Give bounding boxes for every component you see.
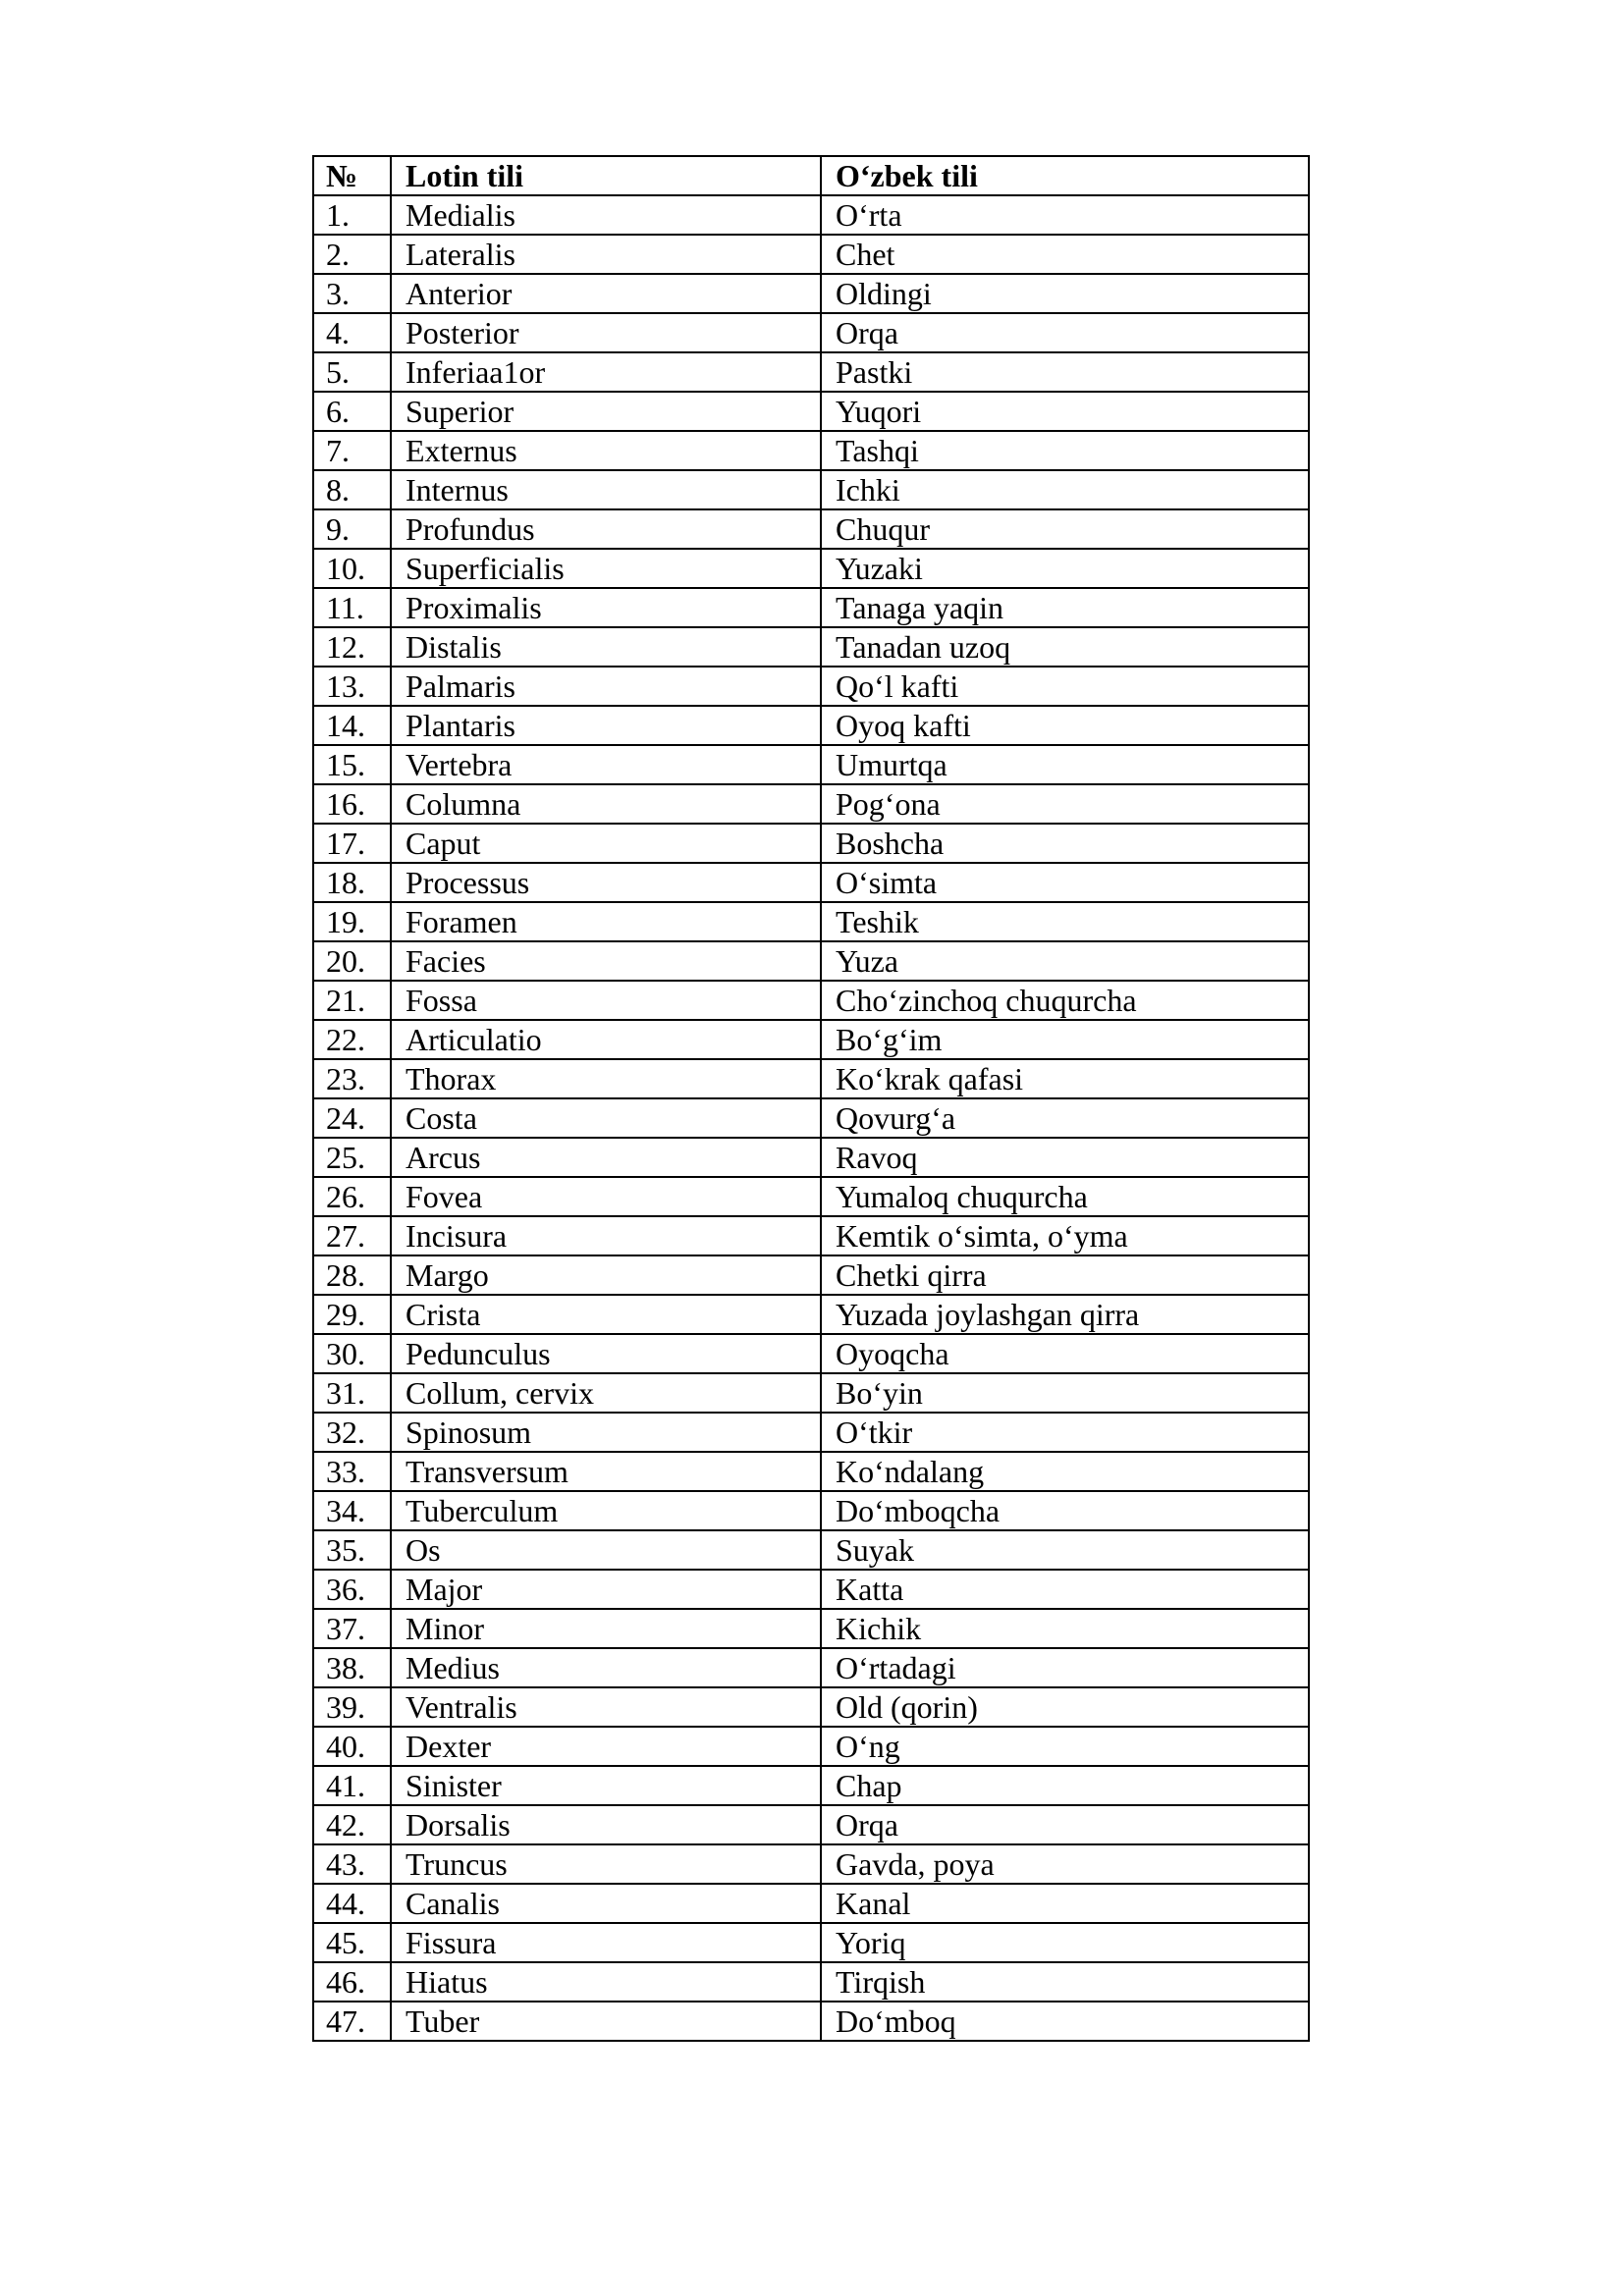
row-number: 21. xyxy=(313,981,391,1020)
row-number: 34. xyxy=(313,1491,391,1530)
uzbek-term: Yuqori xyxy=(821,392,1309,431)
latin-term: Medius xyxy=(391,1648,821,1687)
table-row xyxy=(313,706,1309,745)
table-row xyxy=(313,627,1309,667)
latin-term: Canalis xyxy=(391,1884,821,1923)
latin-term: Fossa xyxy=(391,981,821,1020)
row-number: 20. xyxy=(313,941,391,981)
table-row xyxy=(313,745,1309,784)
table-row xyxy=(313,1884,1309,1923)
uzbek-term: Kichik xyxy=(821,1609,1309,1648)
uzbek-term: Pog‘ona xyxy=(821,784,1309,824)
uzbek-term: Orqa xyxy=(821,313,1309,352)
uzbek-term: Qo‘l kafti xyxy=(821,667,1309,706)
table-row xyxy=(313,1570,1309,1609)
row-number: 45. xyxy=(313,1923,391,1962)
table-row xyxy=(313,392,1309,431)
table-row xyxy=(313,784,1309,824)
uzbek-term: Gavda, poya xyxy=(821,1844,1309,1884)
row-number: 40. xyxy=(313,1727,391,1766)
glossary-table xyxy=(312,155,1310,2042)
table-row xyxy=(313,1098,1309,1138)
uzbek-term: Do‘mboq xyxy=(821,2002,1309,2041)
uzbek-term: O‘tkir xyxy=(821,1413,1309,1452)
header-uzbek: O‘zbek tili xyxy=(821,156,1309,195)
row-number: 2. xyxy=(313,235,391,274)
row-number: 9. xyxy=(313,509,391,549)
uzbek-term: Bo‘yin xyxy=(821,1373,1309,1413)
table-row xyxy=(313,1530,1309,1570)
uzbek-term: Oyoq kafti xyxy=(821,706,1309,745)
latin-term: Lateralis xyxy=(391,235,821,274)
uzbek-term: Kanal xyxy=(821,1884,1309,1923)
uzbek-term: Katta xyxy=(821,1570,1309,1609)
latin-term: Fissura xyxy=(391,1923,821,1962)
uzbek-term: O‘rta xyxy=(821,195,1309,235)
table-row xyxy=(313,981,1309,1020)
uzbek-term: Chetki qirra xyxy=(821,1255,1309,1295)
table-row xyxy=(313,1177,1309,1216)
row-number: 30. xyxy=(313,1334,391,1373)
table-row xyxy=(313,1373,1309,1413)
latin-term: Fovea xyxy=(391,1177,821,1216)
table-row xyxy=(313,1805,1309,1844)
latin-term: Hiatus xyxy=(391,1962,821,2002)
row-number: 43. xyxy=(313,1844,391,1884)
table-row xyxy=(313,1923,1309,1962)
latin-term: Vertebra xyxy=(391,745,821,784)
row-number: 38. xyxy=(313,1648,391,1687)
uzbek-term: Yoriq xyxy=(821,1923,1309,1962)
uzbek-term: Yumaloq chuqurcha xyxy=(821,1177,1309,1216)
uzbek-term: Suyak xyxy=(821,1530,1309,1570)
row-number: 42. xyxy=(313,1805,391,1844)
latin-term: Margo xyxy=(391,1255,821,1295)
row-number: 19. xyxy=(313,902,391,941)
latin-term: Posterior xyxy=(391,313,821,352)
uzbek-term: Boshcha xyxy=(821,824,1309,863)
uzbek-term: Tirqish xyxy=(821,1962,1309,2002)
header-row xyxy=(313,156,1309,195)
uzbek-term: Yuzada joylashgan qirra xyxy=(821,1295,1309,1334)
row-number: 35. xyxy=(313,1530,391,1570)
uzbek-term: Pastki xyxy=(821,352,1309,392)
table-row xyxy=(313,1648,1309,1687)
uzbek-term: Teshik xyxy=(821,902,1309,941)
uzbek-term: Ravoq xyxy=(821,1138,1309,1177)
row-number: 24. xyxy=(313,1098,391,1138)
row-number: 5. xyxy=(313,352,391,392)
uzbek-term: O‘simta xyxy=(821,863,1309,902)
uzbek-term: Ko‘krak qafasi xyxy=(821,1059,1309,1098)
latin-term: Tuber xyxy=(391,2002,821,2041)
table-row xyxy=(313,235,1309,274)
latin-term: Transversum xyxy=(391,1452,821,1491)
row-number: 27. xyxy=(313,1216,391,1255)
latin-term: Incisura xyxy=(391,1216,821,1255)
table-header xyxy=(313,156,1309,195)
table-row xyxy=(313,2002,1309,2041)
uzbek-term: Cho‘zinchoq chuqurcha xyxy=(821,981,1309,1020)
latin-term: Proximalis xyxy=(391,588,821,627)
row-number: 31. xyxy=(313,1373,391,1413)
latin-term: Profundus xyxy=(391,509,821,549)
row-number: 41. xyxy=(313,1766,391,1805)
table-row xyxy=(313,352,1309,392)
uzbek-term: O‘ng xyxy=(821,1727,1309,1766)
uzbek-term: Do‘mboqcha xyxy=(821,1491,1309,1530)
uzbek-term: Old (qorin) xyxy=(821,1687,1309,1727)
row-number: 44. xyxy=(313,1884,391,1923)
table-row xyxy=(313,588,1309,627)
table-row xyxy=(313,313,1309,352)
latin-term: Collum, cervix xyxy=(391,1373,821,1413)
row-number: 13. xyxy=(313,667,391,706)
row-number: 28. xyxy=(313,1255,391,1295)
latin-term: Distalis xyxy=(391,627,821,667)
table-row xyxy=(313,1844,1309,1884)
latin-term: Caput xyxy=(391,824,821,863)
table-row xyxy=(313,431,1309,470)
table-row xyxy=(313,902,1309,941)
row-number: 23. xyxy=(313,1059,391,1098)
table-row xyxy=(313,470,1309,509)
latin-term: Crista xyxy=(391,1295,821,1334)
uzbek-term: Chet xyxy=(821,235,1309,274)
row-number: 11. xyxy=(313,588,391,627)
table-row xyxy=(313,1334,1309,1373)
latin-term: Tuberculum xyxy=(391,1491,821,1530)
uzbek-term: Yuzaki xyxy=(821,549,1309,588)
latin-term: Palmaris xyxy=(391,667,821,706)
latin-term: Arcus xyxy=(391,1138,821,1177)
table-row xyxy=(313,1138,1309,1177)
row-number: 4. xyxy=(313,313,391,352)
uzbek-term: Bo‘g‘im xyxy=(821,1020,1309,1059)
row-number: 26. xyxy=(313,1177,391,1216)
row-number: 37. xyxy=(313,1609,391,1648)
uzbek-term: Qovurg‘a xyxy=(821,1098,1309,1138)
table-row xyxy=(313,1609,1309,1648)
latin-term: Articulatio xyxy=(391,1020,821,1059)
table-row xyxy=(313,1216,1309,1255)
table-row xyxy=(313,863,1309,902)
row-number: 17. xyxy=(313,824,391,863)
uzbek-term: Kemtik o‘simta, o‘yma xyxy=(821,1216,1309,1255)
uzbek-term: Tanaga yaqin xyxy=(821,588,1309,627)
row-number: 29. xyxy=(313,1295,391,1334)
latin-term: Plantaris xyxy=(391,706,821,745)
row-number: 1. xyxy=(313,195,391,235)
table-row xyxy=(313,1255,1309,1295)
latin-term: Costa xyxy=(391,1098,821,1138)
table-row xyxy=(313,941,1309,981)
latin-term: Pedunculus xyxy=(391,1334,821,1373)
row-number: 36. xyxy=(313,1570,391,1609)
row-number: 22. xyxy=(313,1020,391,1059)
row-number: 25. xyxy=(313,1138,391,1177)
table-row xyxy=(313,1962,1309,2002)
latin-term: Inferiaa1or xyxy=(391,352,821,392)
latin-term: Truncus xyxy=(391,1844,821,1884)
table-row xyxy=(313,549,1309,588)
table-row xyxy=(313,1413,1309,1452)
latin-term: Superficialis xyxy=(391,549,821,588)
latin-term: Minor xyxy=(391,1609,821,1648)
row-number: 6. xyxy=(313,392,391,431)
latin-term: Externus xyxy=(391,431,821,470)
row-number: 39. xyxy=(313,1687,391,1727)
latin-term: Columna xyxy=(391,784,821,824)
row-number: 33. xyxy=(313,1452,391,1491)
table-row xyxy=(313,824,1309,863)
table-row xyxy=(313,1766,1309,1805)
latin-term: Major xyxy=(391,1570,821,1609)
uzbek-term: Ko‘ndalang xyxy=(821,1452,1309,1491)
uzbek-term: Oldingi xyxy=(821,274,1309,313)
table-row xyxy=(313,1491,1309,1530)
latin-term: Ventralis xyxy=(391,1687,821,1727)
latin-term: Processus xyxy=(391,863,821,902)
latin-term: Thorax xyxy=(391,1059,821,1098)
latin-term: Superior xyxy=(391,392,821,431)
uzbek-term: Chap xyxy=(821,1766,1309,1805)
latin-term: Internus xyxy=(391,470,821,509)
latin-term: Medialis xyxy=(391,195,821,235)
table-row xyxy=(313,1452,1309,1491)
table-row xyxy=(313,1295,1309,1334)
row-number: 8. xyxy=(313,470,391,509)
uzbek-term: Tanadan uzoq xyxy=(821,627,1309,667)
row-number: 3. xyxy=(313,274,391,313)
row-number: 18. xyxy=(313,863,391,902)
row-number: 16. xyxy=(313,784,391,824)
header-latin: Lotin tili xyxy=(391,156,821,195)
uzbek-term: Chuqur xyxy=(821,509,1309,549)
row-number: 12. xyxy=(313,627,391,667)
table-row xyxy=(313,1059,1309,1098)
uzbek-term: Umurtqa xyxy=(821,745,1309,784)
table-row xyxy=(313,1687,1309,1727)
uzbek-term: O‘rtadagi xyxy=(821,1648,1309,1687)
row-number: 14. xyxy=(313,706,391,745)
row-number: 32. xyxy=(313,1413,391,1452)
table-body xyxy=(313,195,1309,2041)
table-row xyxy=(313,1020,1309,1059)
table-row xyxy=(313,195,1309,235)
latin-term: Spinosum xyxy=(391,1413,821,1452)
latin-term: Anterior xyxy=(391,274,821,313)
latin-term: Dexter xyxy=(391,1727,821,1766)
row-number: 46. xyxy=(313,1962,391,2002)
row-number: 7. xyxy=(313,431,391,470)
uzbek-term: Orqa xyxy=(821,1805,1309,1844)
uzbek-term: Ichki xyxy=(821,470,1309,509)
table-row xyxy=(313,274,1309,313)
latin-term: Foramen xyxy=(391,902,821,941)
latin-term: Dorsalis xyxy=(391,1805,821,1844)
row-number: 47. xyxy=(313,2002,391,2041)
latin-term: Sinister xyxy=(391,1766,821,1805)
table-row xyxy=(313,509,1309,549)
table-row xyxy=(313,1727,1309,1766)
table-row xyxy=(313,667,1309,706)
uzbek-term: Yuza xyxy=(821,941,1309,981)
row-number: 10. xyxy=(313,549,391,588)
header-number: № xyxy=(313,156,391,195)
row-number: 15. xyxy=(313,745,391,784)
latin-term: Facies xyxy=(391,941,821,981)
latin-term: Os xyxy=(391,1530,821,1570)
uzbek-term: Oyoqcha xyxy=(821,1334,1309,1373)
uzbek-term: Tashqi xyxy=(821,431,1309,470)
